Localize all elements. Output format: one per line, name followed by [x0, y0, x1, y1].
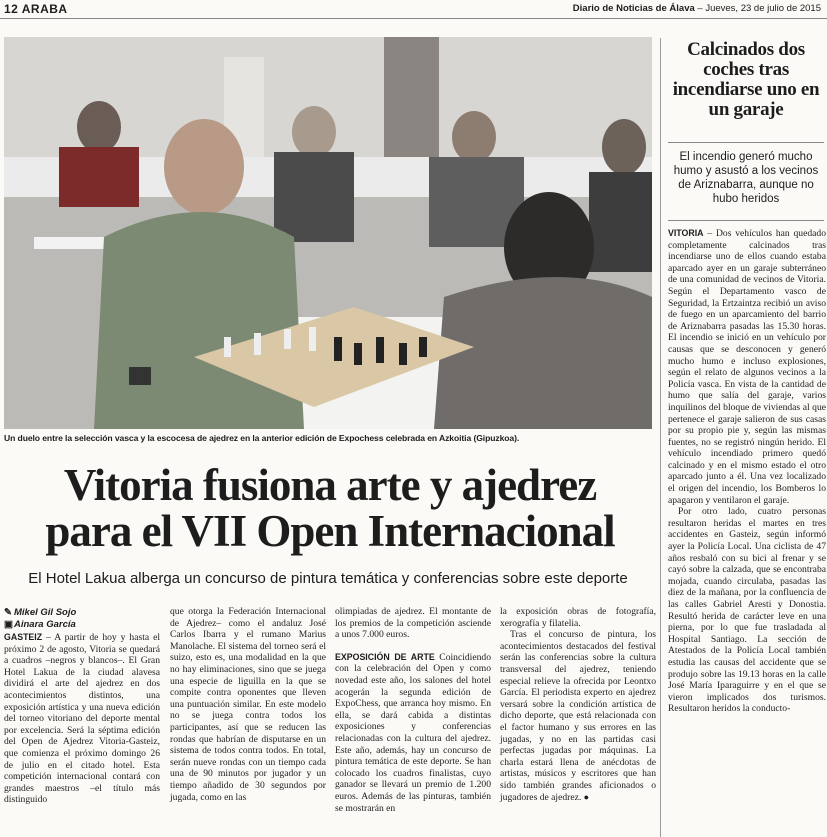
- publication-date: – Jueves, 23 de julio de 2015: [694, 3, 821, 14]
- paragraph: Por otro lado, cuatro personas resultaron heridas el martes en tres accidentes en Gasteiz, según informó ayer la Policía Local. Una ciclista de 47 años resbaló con su bici al frenar y se cayó sobre la calzada, que se encontraba mojada, cuando circulaba, pasadas las diez de la mañana, por la confluencia de las calles Gabriel Aresti y Donostia. Resultó herida de carácter leve en una pierna, por lo que fue trasladada al Hospital Santiago. La sección de Atestados de la Policía Local también estudia las causas del accidente que se produjo sobre las 19.13 horas en la calle José María Iparaguirre y en el que se vieron implicados dos turismos. Resultaron heridos la conducto-: [668, 506, 826, 715]
- paragraph: olimpiadas de ajedrez. El montante de los premios de la competición asciende a unos 7.000 euros.: [335, 606, 491, 641]
- sidebar-body: [668, 228, 826, 715]
- author-2: Ainara García: [14, 619, 76, 630]
- paragraph-text: Tras el concurso de pintura, los acontecimientos destacados del festival serán las conferencias sobre la cultura transversal del ajedrez, teniendo especial relieve la ofrecida por Leontxo García. El periodista experto en ajedrez versará sobre la condición artística de dicho deporte, que está relacionada con el factor humano y sus errores en las jugadas, y no en las partidas casi perfectas jugadas por máquinas. La charla estará llena de anécdotas de artistas, músicos y escritores que han sido también grandes aficionados o jugadores de ajedrez.: [500, 629, 656, 803]
- sidebar-divider-top: [668, 142, 824, 143]
- paragraph-text: – Dos vehículos han quedado completamente calcinados tras incendiarse uno de ellos cuando estaba aparcado ayer en un garaje subterráneo de una comunidad de vecinos de Vitoria. Según el Departamento vasco de Seguridad, la Ertzaintza recibió un aviso de fuego en un aparcamiento del barrio de Ariznabarra pasadas las 15.30 horas. El incendio se inició en un vehículo por causas que se desconocen y generó mucho humo e incluso explosiones, según el relato de algunos vecinos a la Policía vasca. En vista de la cantidad de humo que salía del garaje, varios inquilinos del bloque de viviendas al que pertenece el garaje salieron de sus casas por su propio pie y, según las mismas fuentes, no se registró ningún herido. El vehículo incendiado primero quedó calcinado y en el mismo estado el otro aparcado junto a él. Una vez localizado el origen del incendio, los Bomberos lo apagaron y ventilaron el garaje.: [668, 228, 826, 506]
- page-section: 12 ARABA: [4, 2, 68, 16]
- headline-line-2: para el VII Open Internacional: [45, 506, 615, 556]
- pen-icon: ✎: [4, 607, 12, 618]
- paragraph: [668, 228, 826, 506]
- photo-caption: Un duelo entre la selección vasca y la escocesa de ajedrez en la anterior edición de Expochess celebrada en Azkoitia (Gipuzkoa).: [4, 433, 520, 443]
- paragraph: [4, 632, 160, 806]
- author-line-2: [4, 619, 164, 631]
- byline: [4, 607, 164, 631]
- end-mark: ●: [583, 791, 590, 802]
- column-divider: [660, 38, 661, 837]
- sidebar-headline: Calcinados dos coches tras incendiarse uno en un garaje: [672, 39, 820, 120]
- author-line-1: [4, 607, 164, 619]
- sidebar-subheadline: El incendio generó mucho humo y asustó a los vecinos de Ariznabarra, aunque no hubo heridos: [673, 151, 819, 205]
- paragraph-text: Coincidiendo con la celebración del Open y como novedad este año, los salones del hotel acogerán la segunda edición de ExpoChess, que arranca hoy mismo. En ella, se dará cabida a distintas exposiciones y conferencias relacionadas con la cultura del ajedrez. Este año, además, hay un concurso de pintura temática de este deporte. Se han colocado los cuadros finalistas, cuyo ganador se llevará un premio de 1.200 euros. Además de las pinturas, también se mostrarán en: [335, 651, 491, 814]
- sidebar-divider-bottom: [668, 220, 824, 221]
- chess-tournament-photo: [4, 37, 652, 429]
- paragraph-text: – A partir de hoy y hasta el próximo 2 de agosto, Vitoria se quedará a cuadros –negros y blancos–. El Gran Hotel Lakua de la ciudad alavesa dividirá el arte del ajedrez en dos acontecimientos distintos, una exposición artística y una nueva edición del torneo vitoriano del deporte mental por excelencia. Será la séptima edición del Open de Ajedrez Vitoria-Gasteiz, que comienza el próximo domingo 26 de julio en el citado hotel. Esta competición internacional contará con grandes maestros –el título más distinguido: [4, 632, 160, 806]
- article-column-4: [500, 606, 656, 803]
- page-header: [0, 0, 827, 19]
- publication-line: [573, 3, 821, 14]
- dateline: VITORIA: [668, 228, 704, 238]
- headline-line-1: Vitoria fusiona arte y ajedrez: [63, 460, 597, 510]
- article-photo: [4, 37, 652, 429]
- article-column-3: [335, 606, 491, 814]
- article-subheadline: El Hotel Lakua alberga un concurso de pintura temática y conferencias sobre este deporte: [28, 570, 628, 587]
- paragraph: que otorga la Federación Internacional de Ajedrez– como el andaluz José Carlos Ibarra y el rumano Marius Manolache. El sistema del torneo será el suizo, esto es, una modalidad en la que no hay eliminaciones, sino que se juega una especie de liguilla en la que se compite contra oponentes que lleven una puntuación similar. En este modelo no se juega contra todos los participantes, así que se reducen las rondas que habrían de disputarse en un sistema de todos contra todos. En total, serán nueve rondas con un tiempo cada una de 90 minutos por jugador y un tiempo añadido de 30 segundos por jugada, como en las: [170, 606, 326, 803]
- paragraph: [500, 629, 656, 803]
- article-headline: [6, 462, 654, 554]
- article-column-1: [4, 632, 160, 806]
- dateline: GASTEIZ: [4, 632, 43, 642]
- spacer: [335, 641, 491, 652]
- author-1: Mikel Gil Sojo: [14, 607, 77, 618]
- paragraph: la exposición obras de fotografía, xerografía y filatelia.: [500, 606, 656, 629]
- section-lead: EXPOSICIÓN DE ARTE: [335, 651, 435, 662]
- camera-icon: ▣: [4, 619, 13, 630]
- paragraph: [335, 652, 491, 814]
- publication-name: Diario de Noticias de Álava: [572, 3, 695, 14]
- article-column-2: [170, 606, 326, 803]
